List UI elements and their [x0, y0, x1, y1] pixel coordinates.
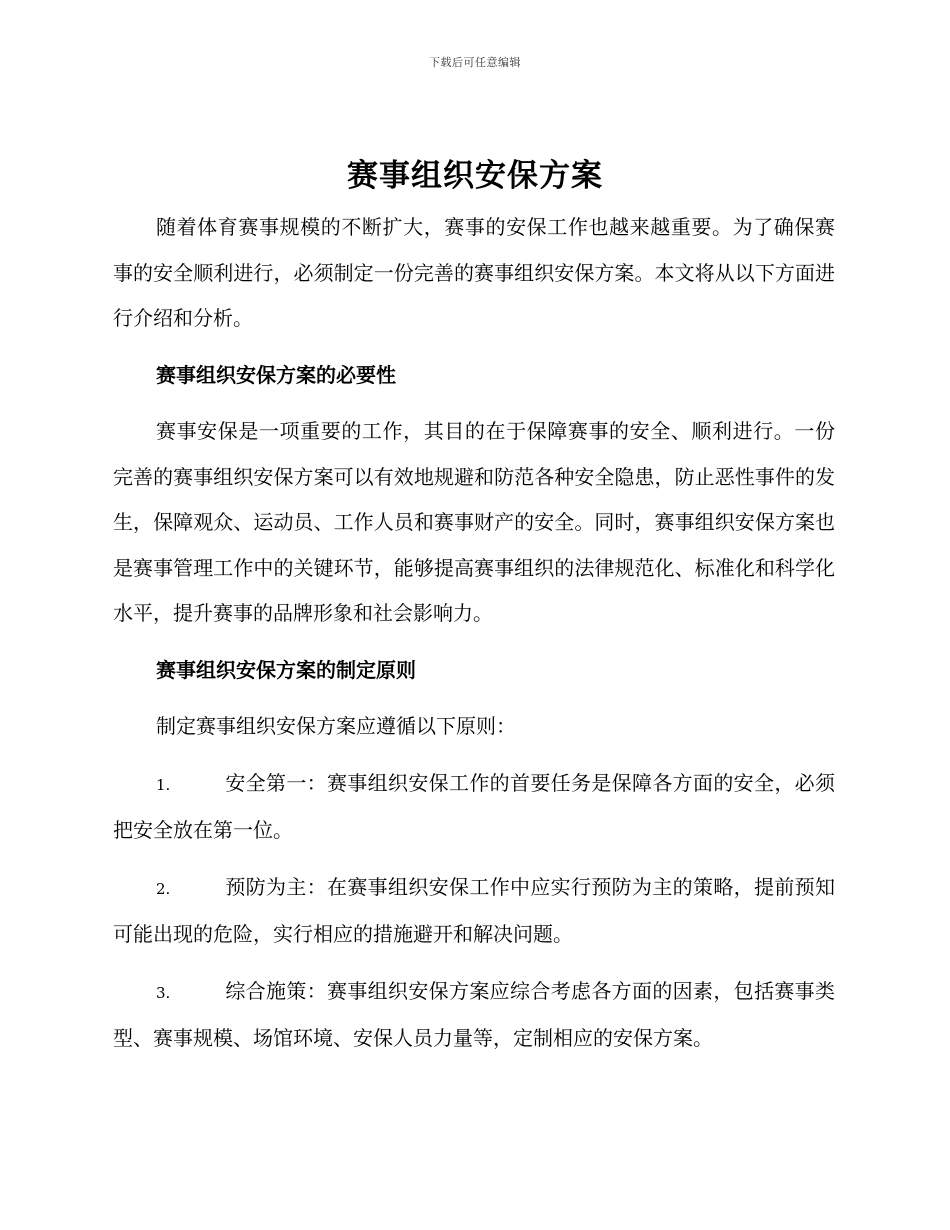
- list-item: [113, 761, 835, 854]
- list-number: 1.: [156, 775, 171, 794]
- intro-paragraph: 随着体育赛事规模的不断扩大，赛事的安保工作也越来越重要。为了确保赛事的安全顺利进行，必须制定一份完善的赛事组织安保方案。本文将从以下方面进行介绍和分析。: [113, 215, 835, 330]
- list-item: [113, 865, 835, 958]
- list-number: 3.: [156, 983, 171, 1002]
- document-body: [113, 205, 835, 1062]
- principles-intro: 制定赛事组织安保方案应遵循以下原则：: [156, 714, 516, 738]
- list-item: [113, 969, 835, 1062]
- section-heading-principles: 赛事组织安保方案的制定原则: [156, 657, 416, 682]
- document-title: 赛事组织安保方案: [347, 158, 603, 194]
- section-heading-necessity: 赛事组织安保方案的必要性: [156, 362, 396, 387]
- list-item-text: 预防为主：在赛事组织安保工作中应实行预防为主的策略，提前预知可能出现的危险，实行相应的措施避开和解决问题。: [113, 874, 835, 946]
- list-number: 2.: [156, 879, 171, 898]
- list-item-text: 综合施策：赛事组织安保方案应综合考虑各方面的因素，包括赛事类型、赛事规模、场馆环境、安保人员力量等，定制相应的安保方案。: [113, 978, 835, 1050]
- necessity-paragraph: 赛事安保是一项重要的工作，其目的在于保障赛事的安全、顺利进行。一份完善的赛事组织安保方案可以有效地规避和防范各种安全隐患，防止恶性事件的发生，保障观众、运动员、工作人员和赛事财产的安全。同时，赛事组织安保方案也是赛事管理工作中的关键环节，能够提高赛事组织的法律规范化、标准化和科学化水平，提升赛事的品牌形象和社会影响力。: [113, 419, 835, 625]
- list-item-text: 安全第一：赛事组织安保工作的首要任务是保障各方面的安全，必须把安全放在第一位。: [113, 770, 835, 842]
- header-note: 下载后可任意编辑: [429, 56, 521, 69]
